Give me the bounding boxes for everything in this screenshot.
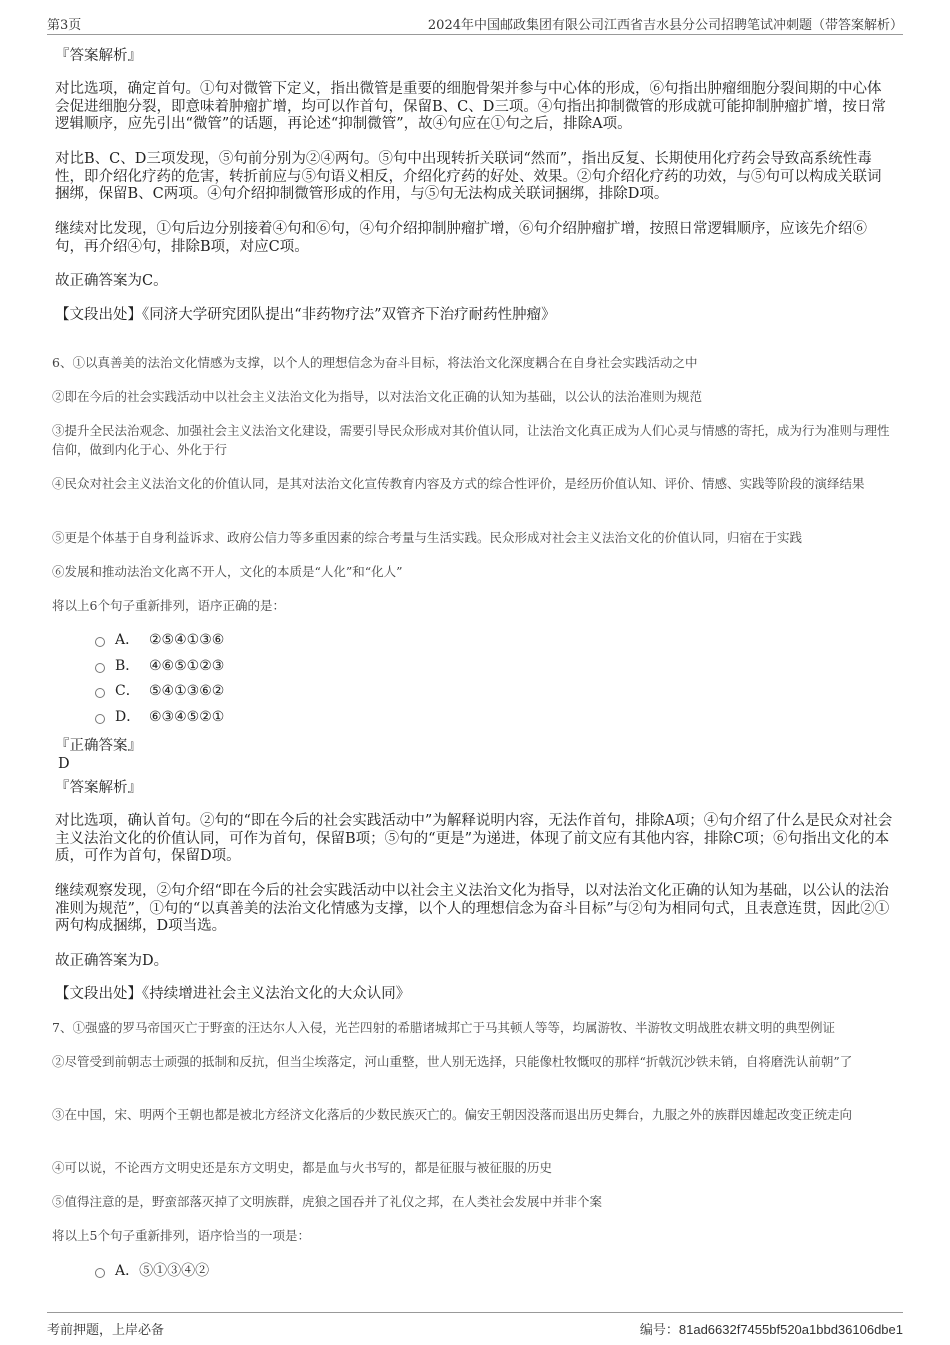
q7-prompt: 将以上5个句子重新排列，语序恰当的一项是： <box>52 1228 310 1243</box>
q5-analysis-label: 『答案解析』 <box>55 48 142 64</box>
q6-source <box>55 986 895 1004</box>
q5-source <box>55 307 895 325</box>
page-footer <box>47 1312 903 1341</box>
q6-option-b[interactable] <box>95 654 224 680</box>
q6-correct-label: 『正确答案』 <box>55 738 142 754</box>
code-label: 编号： <box>639 1323 679 1338</box>
option-letter: A． <box>115 632 140 648</box>
q5-analysis-para3: 继续对比发现，①句后边分别接着④句和⑥句，④句介绍抑制肿瘤扩增，⑥句介绍肿瘤扩增，按照日常逻辑顺序，应该先介绍⑥句，再介绍④句，排除B项，对应C项。 <box>55 221 867 255</box>
option-text: ⑥③④⑤②① <box>149 708 225 725</box>
q6-sentence-1: 6、①以真善美的法治文化情感为支撑，以个人的理想信念为奋斗目标，将法治文化深度耦合在自身社会实践活动之中 <box>52 355 698 370</box>
q6-analysis-para1: 对比选项，确认首句。②句的“即在今后的社会实践活动中”为解释说明内容，无法作首句，排除A项；④句介绍了什么是民众对社会主义法治文化的价值认同，可作为首句，保留B项；⑤句的“更是”为递进，体现了前文应有其他内容，排除C项；⑥句指出文化的本质，可作为首句，保留D项。 <box>55 813 893 864</box>
document-code <box>640 1319 903 1338</box>
radio-icon[interactable] <box>95 637 105 647</box>
q5-conclusion: 故正确答案为C。 <box>55 273 168 289</box>
code-value: 81ad6632f7455bf520a1bbd36106dbe1 <box>678 1322 903 1337</box>
q7-sentence-2: ②尽管受到前朝志士顽强的抵制和反抗，但当尘埃落定，河山重整，世人别无选择，只能像杜牧慨叹的那样“折戟沉沙铁未销，自将磨洗认前朝”了 <box>52 1054 853 1069</box>
q7-sentence-1: 7、①强盛的罗马帝国灭亡于野蛮的汪达尔人入侵，光芒四射的希腊诸城邦亡于马其顿人等等，均属游牧、半游牧文明战胜农耕文明的典型例证 <box>52 1020 835 1035</box>
option-letter: B． <box>115 657 140 674</box>
q6-conclusion: 故正确答案为D。 <box>55 953 169 969</box>
q6-option-a[interactable] <box>95 628 224 654</box>
q6-prompt: 将以上6个句子重新排列，语序正确的是： <box>52 598 285 613</box>
q6-sentence-5: ⑤更是个体基于自身利益诉求、政府公信力等多重因素的综合考量与生活实践。民众形成对社会主义法治文化的价值认同，归宿在于实践 <box>52 530 803 545</box>
q5-analysis-para1: 对比选项，确定首句。①句对微管下定义，指出微管是重要的细胞骨架并参与中心体的形成，⑥句指出肿瘤细胞分裂间期的中心体会促进细胞分裂，即意味着肿瘤扩增，均可以作首句，保留B、C、D三项。④句指出抑制微管的形成就可能抑制肿瘤扩增，按日常逻辑顺序，应先引出“微管”的话题，再论述“抑制微管”，故④句应在①句之后，排除A项。 <box>55 81 886 132</box>
option-text: ⑤①③④② <box>139 1263 210 1279</box>
q7-sentence-3: ③在中国，宋、明两个王朝也都是被北方经济文化落后的少数民族灭亡的。偏安王朝因没落而退出历史舞台，九服之外的族群因雄起改变正统走向 <box>52 1107 853 1122</box>
footer-slogan: 考前押题，上岸必备 <box>47 1323 165 1338</box>
option-letter: D． <box>115 708 141 725</box>
source-label: 【文段出处】 <box>55 986 142 1002</box>
option-text: ④⑥⑤①②③ <box>149 657 225 674</box>
q7-options <box>55 1259 209 1285</box>
option-text: ②⑤④①③⑥ <box>149 632 225 648</box>
source-title: 《同济大学研究团队提出“非药物疗法”双管齐下治疗耐药性肿瘤》 <box>142 307 556 323</box>
radio-icon[interactable] <box>95 663 105 673</box>
q6-option-d[interactable] <box>95 705 224 731</box>
q6-sentence-3: ③提升全民法治观念、加强社会主义法治文化建设，需要引导民众形成对其价值认同，让法治文化真正成为人们心灵与情感的寄托，成为行为准则与理性信仰，做到内化于心、外化于行 <box>52 423 890 457</box>
q7-sentence-5: ⑤值得注意的是，野蛮部落灭掉了文明族群，虎狼之国吞并了礼仪之邦，在人类社会发展中并非个案 <box>52 1194 603 1209</box>
page-header <box>47 12 903 35</box>
radio-icon[interactable] <box>95 688 105 698</box>
q6-analysis-para2: 继续观察发现，②句介绍“即在今后的社会实践活动中以社会主义法治文化为指导，以对法治文化正确的认知为基础，以公认的法治准则为规范”，①句的“以真善美的法治文化情感为支撑，以个人的理想信念为奋斗目标”与②句为相同句式，且表意连贯，因此②①两句构成捆绑，D项当选。 <box>55 883 890 934</box>
q6-answer: D <box>58 756 70 772</box>
q7-option-a[interactable] <box>95 1259 209 1285</box>
document-title: 2024年中国邮政集团有限公司江西省吉水县分公司招聘笔试冲刺题（带答案解析） <box>427 18 903 33</box>
q6-sentence-4: ④民众对社会主义法治文化的价值认同，是其对法治文化宣传教育内容及方式的综合性评价，是经历价值认知、评价、情感、实践等阶段的演绎结果 <box>52 476 865 491</box>
q6-analysis-label: 『答案解析』 <box>55 780 142 796</box>
option-text: ⑤④①③⑥② <box>149 683 225 699</box>
q7-sentence-4: ④可以说，不论西方文明史还是东方文明史，都是血与火书写的，都是征服与被征服的历史 <box>52 1160 553 1175</box>
source-label: 【文段出处】 <box>55 307 142 323</box>
option-letter: C． <box>115 683 140 699</box>
q6-options <box>55 628 224 730</box>
q6-sentence-2: ②即在今后的社会实践活动中以社会主义法治文化为指导，以对法治文化正确的认知为基础，以公认的法治准则为规范 <box>52 389 703 404</box>
radio-icon[interactable] <box>95 1268 105 1278</box>
q6-sentence-6: ⑥发展和推动法治文化离不开人，文化的本质是“人化”和“化人” <box>52 564 403 579</box>
page-number: 第3页 <box>47 18 82 33</box>
radio-icon[interactable] <box>95 714 105 724</box>
source-title: 《持续增进社会主义法治文化的大众认同》 <box>142 986 411 1002</box>
q6-option-c[interactable] <box>95 679 224 705</box>
q5-analysis-para2: 对比B、C、D三项发现，⑤句前分别为②④两句。⑤句中出现转折关联词“然而”，指出反复、长期使用化疗药会导致高系统性毒性，即介绍化疗药的危害，转折前应与⑤句语义相反，介绍化疗药的好处、效果。②句介绍化疗药的功效，与⑤句可以构成关联词捆绑，保留B、C两项。④句介绍抑制微管形成的作用，与⑤句无法构成关联词捆绑，排除D项。 <box>55 151 882 202</box>
option-letter: A． <box>115 1263 140 1279</box>
